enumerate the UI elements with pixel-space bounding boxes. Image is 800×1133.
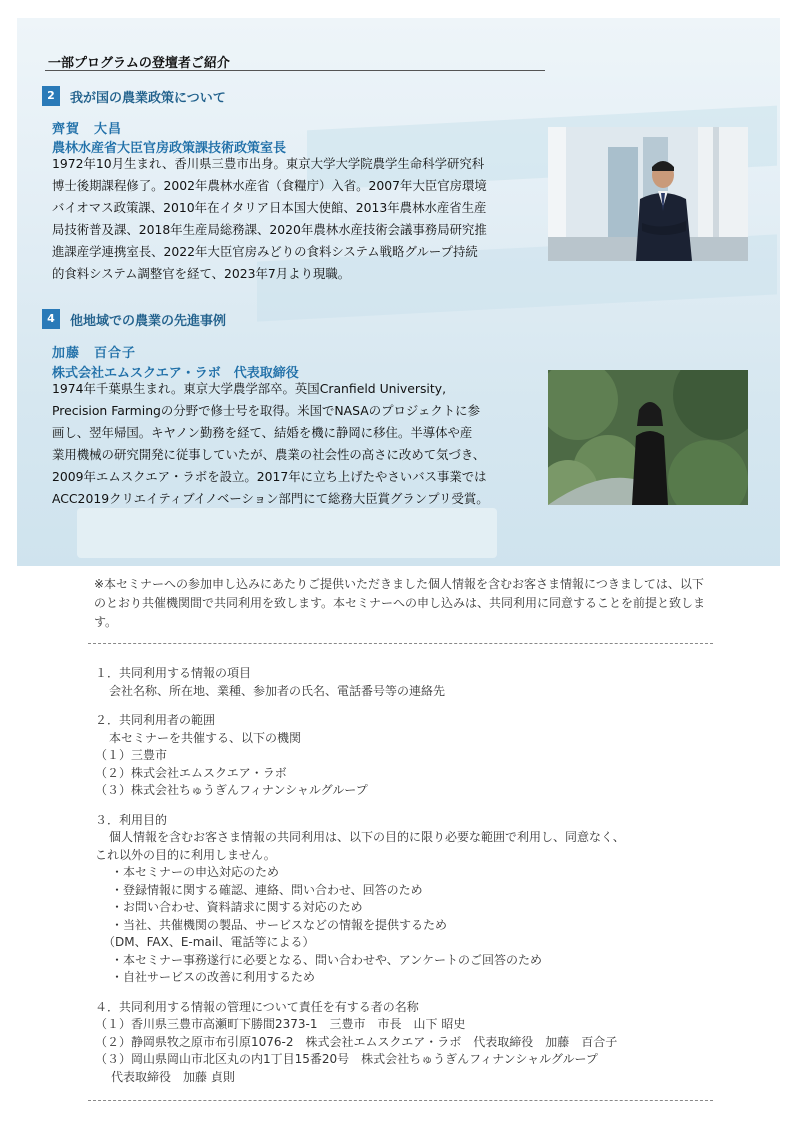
office-photo-image [548, 127, 748, 261]
decorative-box [77, 508, 497, 558]
terms-section-3 [95, 812, 735, 987]
terms-item: ・当社、共催機関の製品、サービスなどの情報を提供するため [111, 917, 448, 932]
shared-use-terms [95, 665, 735, 1098]
speaker-bio: 1972年10月生まれ、香川県三豊市出身。東京大学大学院農学生命科学研究科 博士後期課程修了。2002年農林水産省（食糧庁）入省。2007年大臣官房環境 バイオマス政策課、2010年在イタリア日本国大使館、2013年農林水産省生産 局技術普及課、2018年生産局総務課、2020年農林水産技術会議事務局研究推 進課産学連携室長、2022年大臣官房みどりの食料システム戦略グループ持続 的食料システム調整官を経て、2023年7月より現職。 [52, 156, 487, 281]
speaker-bio: 1974年千葉県生まれ。東京大学農学部卒。英国Cranfield University, Precision Farmingの分野で修士号を取得。米国でNASAのプロジェクトに参 画し、翌年帰国。キヤノン勤務を経て、結婚を機に静岡に移住。半導体や産 業用機械の研究開発に従事していたが、農業の社会性の高さに改めて気づき、 2009年エムスクエア・ラボを設立。2017年に立ち上げたやさいバス事業では ACC2019クリエイティブイノベーション部門にて総務大臣賞グランプリ受賞。 [52, 381, 489, 506]
terms-section-1 [95, 665, 735, 700]
terms-item: ・本セミナー事務遂行に必要となる、問い合わせや、アンケートのご回答のため [111, 952, 543, 967]
section-heading-policy [42, 86, 226, 106]
terms-item: （１）香川県三豊市高瀬町下勝間2373-1 三豊市 市長 山下 昭史 [95, 1017, 466, 1031]
intro-divider [45, 70, 545, 71]
section-title: 我が国の農業政策について [70, 90, 226, 106]
terms-section-2 [95, 712, 735, 800]
terms-item: （２）静岡県牧之原市布引原1076-2 株式会社エムスクエア・ラボ 代表取締役 加藤 百合子 [95, 1034, 618, 1049]
terms-heading: １．共同利用する情報の項目 [95, 666, 252, 680]
terms-body: これ以外の目的に利用しません。 [95, 847, 276, 862]
section-number: 2 [42, 86, 60, 106]
speaker-role: 株式会社エムスクエア・ラボ 代表取締役 [52, 366, 299, 381]
terms-item: 代表取締役 加藤 貞則 [111, 1069, 235, 1084]
terms-item: （３）岡山県岡山市北区丸の内1丁目15番20号 株式会社ちゅうぎんフィナンシャルグループ [95, 1052, 598, 1066]
speaker-name: 齊賀 大昌 [52, 122, 123, 137]
section-title: 他地域での農業の先進事例 [70, 313, 227, 329]
terms-body: 本セミナーを共催する、以下の機関 [109, 730, 302, 745]
dashed-divider [88, 1100, 713, 1101]
speaker-name: 加藤 百合子 [52, 346, 137, 361]
speaker-role: 農林水産省大臣官房政策課技術政策室長 [52, 141, 287, 156]
terms-item: （２）株式会社エムスクエア・ラボ [95, 765, 287, 780]
terms-item: ・本セミナーの申込対応のため [111, 865, 280, 879]
section-number: 4 [42, 309, 60, 329]
terms-body: 個人情報を含むお客さま情報の共同利用は、以下の目的に限り必要な範囲で利用し、同意なく、 [109, 830, 625, 844]
terms-heading: ２．共同利用者の範囲 [95, 713, 216, 727]
terms-heading: ４．共同利用する情報の管理について責任を有する者の名称 [95, 999, 419, 1014]
dashed-divider [88, 643, 713, 644]
speaker-photo [548, 370, 748, 505]
terms-item: ・登録情報に関する確認、連絡、問い合わせ、回答のため [111, 882, 423, 897]
speaker-photo [548, 127, 748, 261]
intro-title: 一部プログラムの登壇者ご紹介 [48, 56, 230, 71]
garden-photo-image [548, 370, 748, 505]
terms-heading: ３．利用目的 [95, 812, 168, 827]
privacy-notice: ※本セミナーへの参加申し込みにあたりご提供いただきました個人情報を含むお客さま情報につきましては、以下のとおり共催機関間で共同利用を致します。本セミナーへの申し込みは、共同利用に同意することを前提と致します。 [94, 577, 706, 629]
terms-item: （３）株式会社ちゅうぎんフィナンシャルグループ [95, 783, 368, 797]
section-heading-case-study [42, 309, 226, 329]
terms-item: ・お問い合わせ、資料請求に関する対応のため [111, 900, 363, 914]
terms-section-4 [95, 999, 735, 1087]
terms-item: ・自社サービスの改善に利用するため [111, 970, 316, 984]
terms-item: （１）三豊市 [95, 748, 168, 762]
terms-body: 会社名称、所在地、業種、参加者の氏名、電話番号等の連絡先 [109, 683, 446, 698]
terms-item: （DM、FAX、E-mail、電話等による） [103, 935, 315, 949]
